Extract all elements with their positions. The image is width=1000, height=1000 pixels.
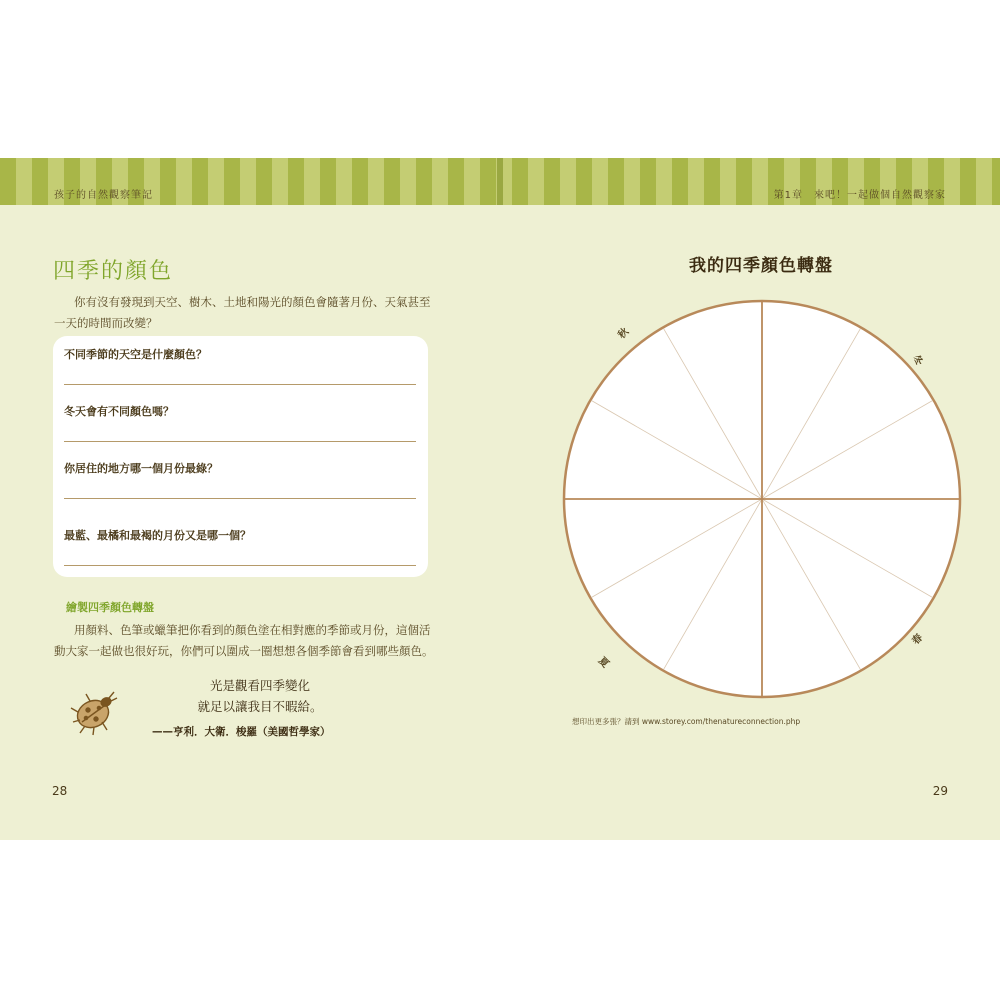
print-more-note: 想印出更多張？請到 www.storey.com/thenatureconnection.php bbox=[572, 717, 801, 726]
sub-title: 繪製四季顏色轉盤 bbox=[66, 601, 154, 614]
ladybug-icon bbox=[66, 686, 120, 738]
question-3: 你居住的地方哪一個月份最綠？ bbox=[64, 462, 218, 475]
question-4: 最藍、最橘和最褐的月份又是哪一個？ bbox=[64, 529, 251, 542]
book-spread bbox=[0, 158, 1000, 840]
answer-line-3[interactable] bbox=[64, 498, 416, 499]
answer-line-1[interactable] bbox=[64, 384, 416, 385]
running-head-left: 孩子的自然觀察筆記 bbox=[54, 190, 153, 201]
quote-author: ——亨利．大衛．梭羅（美國哲學家） bbox=[152, 726, 331, 738]
season-label-autumn: 秋 bbox=[616, 326, 632, 342]
wheel-title: 我的四季顏色轉盤 bbox=[689, 256, 833, 276]
quote bbox=[150, 675, 370, 717]
question-box bbox=[53, 336, 428, 577]
question-2: 冬天會有不同顏色嗎？ bbox=[64, 405, 174, 418]
page-gutter bbox=[497, 158, 503, 205]
answer-line-4[interactable] bbox=[64, 565, 416, 566]
season-label-spring: 春 bbox=[910, 632, 926, 648]
season-label-winter: 冬 bbox=[909, 353, 925, 369]
quote-line-1: 光是觀看四季變化 bbox=[209, 678, 310, 693]
running-head-right: 第1章 來吧！一起做個自然觀察家 bbox=[773, 190, 946, 201]
intro-paragraph: 你有沒有發現到天空、樹木、土地和陽光的顏色會隨著月份、天氣甚至一天的時間而改變？ bbox=[54, 295, 431, 330]
season-label-summer: 夏 bbox=[595, 655, 611, 671]
answer-line-2[interactable] bbox=[64, 441, 416, 442]
section-title: 四季的顏色 bbox=[53, 259, 174, 284]
page-number-left: 28 bbox=[52, 784, 68, 798]
page-number-right: 29 bbox=[932, 784, 948, 798]
quote-line-2: 就足以讓我目不暇給。 bbox=[197, 699, 323, 714]
sub-body: 用顏料、色筆或蠟筆把你看到的顏色塗在相對應的季節或月份，這個活動大家一起做也很好玩，你們可以圍成一圈想想各個季節會看到哪些顏色。 bbox=[54, 623, 434, 658]
question-1: 不同季節的天空是什麼顏色？ bbox=[64, 348, 207, 361]
season-color-wheel[interactable] bbox=[562, 299, 962, 699]
